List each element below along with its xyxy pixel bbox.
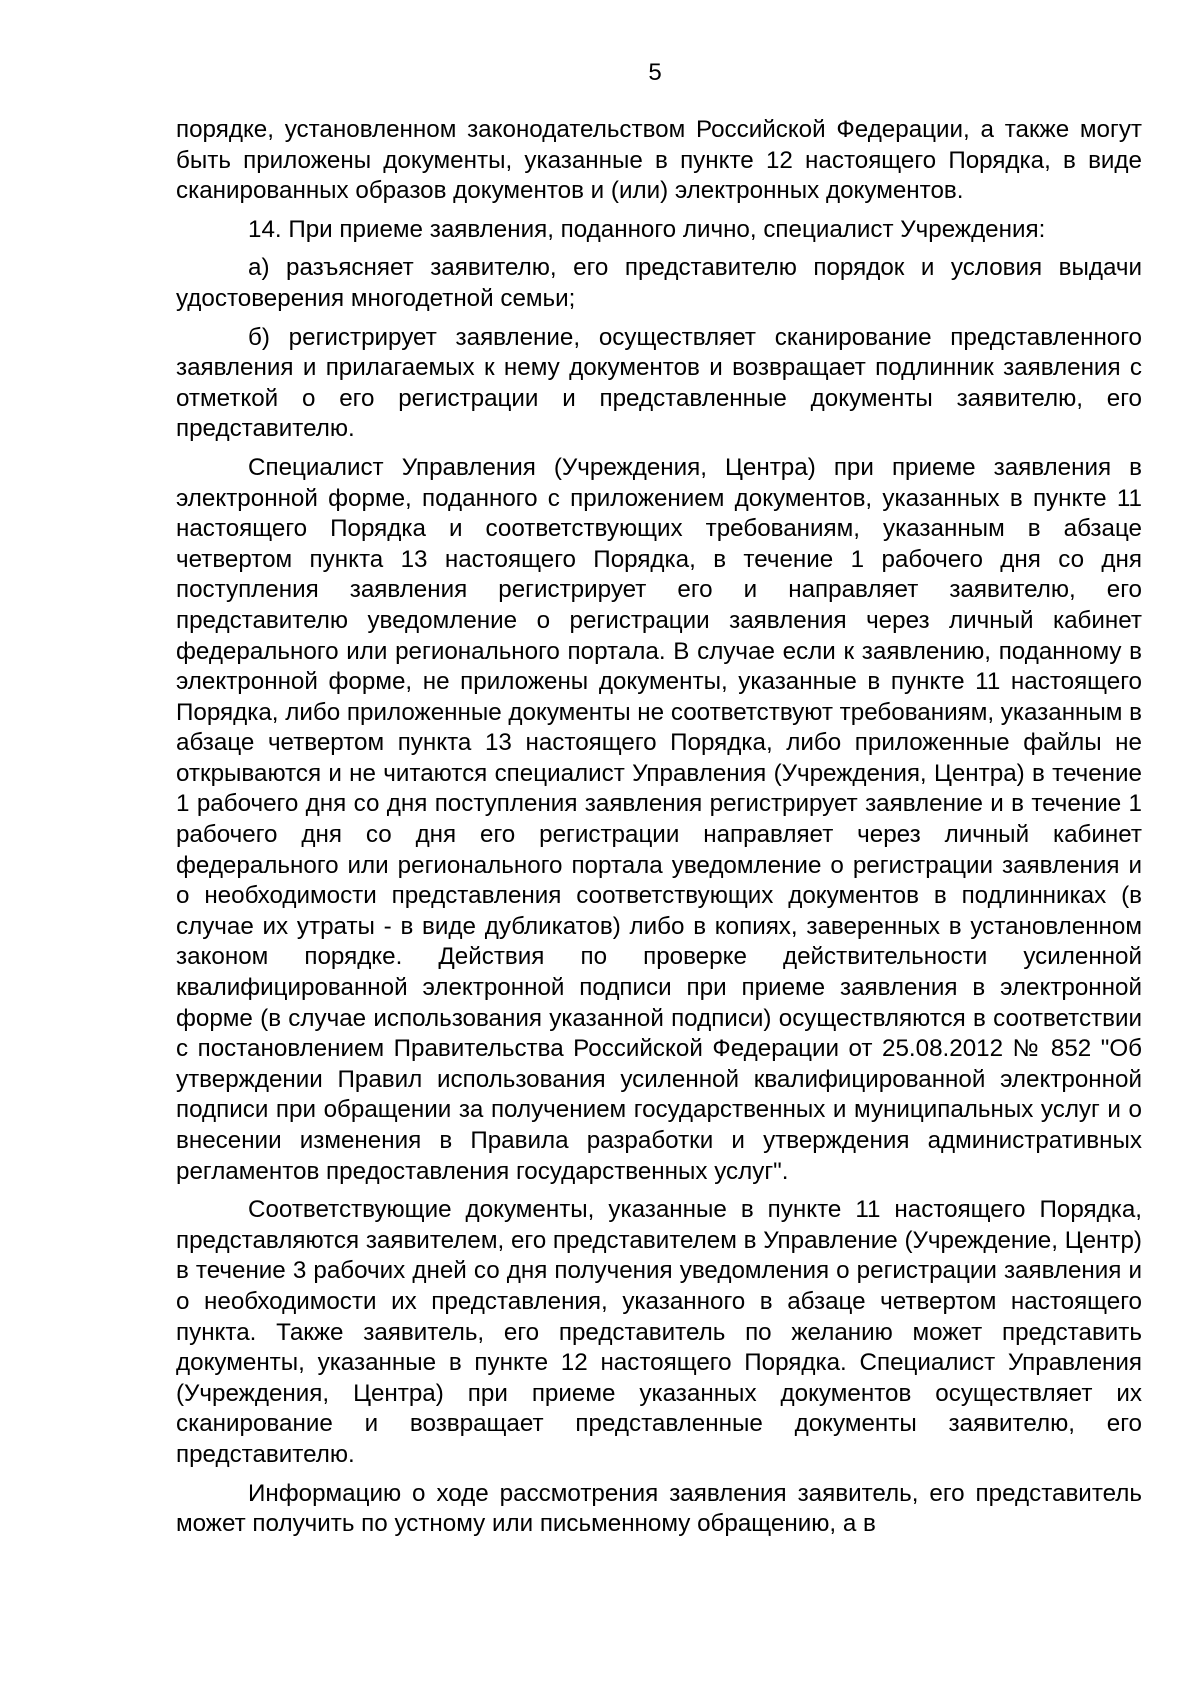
- paragraph-item-14: 14. При приеме заявления, поданного лично, специалист Учреждения:: [248, 215, 1046, 243]
- page-number: 5: [648, 59, 662, 86]
- paragraph-subitem-a: а) разъясняет заявителю, его представителю порядок и условия выдачи удостоверения многодетной семьи;: [176, 254, 1142, 312]
- paragraph-electronic-application: Специалист Управления (Учреждения, Центра) при приеме заявления в электронной форме, поданного с приложением документов, указанных в пункте 11 настоящего Порядка и соответствующих требованиям, указанным в абзаце четвертом пункта 13 настоящего Порядка, в течение 1 рабочего дня со дня поступления заявления регистрирует его и направляет заявителю, его представителю уведомление о регистрации заявления через личный кабинет федерального или регионального портала. В случае если к заявлению, поданному в электронной форме, не приложены документы, указанные в пункте 11 настоящего Порядка, либо приложенные документы не соответствуют требованиям, указанным в абзаце четвертом пункта 13 настоящего Порядка, либо приложенные файлы не открываются и не читаются специалист Управления (Учреждения, Центра) в течение 1 рабочего дня со дня поступления заявления регистрирует заявление и в течение 1 рабочего дня со дня его регистрации направляет через личный кабинет федерального или регионального портала уведомление о регистрации заявления и о необходимости представления соответствующих документов в подлинниках (в случае их утраты - в виде дубликатов) либо в копиях, заверенных в установленном законом порядке. Действия по проверке действительности усиленной квалифицированной электронной подписи при приеме заявления в электронной форме (в случае использования указанной подписи) осуществляются в соответствии с постановлением Правительства Российской Федерации от 25.08.2012 № 852 "Об утверждении Правил использования усиленной квалифицированной электронной подписи при обращении за получением государственных и муниципальных услуг и о внесении изменения в Правила разработки и утверждения административных регламентов предоставления государственных услуг".: [176, 453, 1142, 1185]
- paragraph-continuation: порядке, установленном законодательством Российской Федерации, а также могут быть приложены документы, указанные в пункте 12 настоящего Порядка, в виде сканированных образов документов и (или) электронных документов.: [176, 116, 1142, 205]
- paragraph-subitem-b: б) регистрирует заявление, осуществляет сканирование представленного заявления и прилагаемых к нему документов и возвращает подлинник заявления с отметкой о его регистрации и представленные документы заявителю, его представителю.: [176, 323, 1142, 443]
- document-body: [176, 115, 1142, 1540]
- paragraph-status-information: Информацию о ходе рассмотрения заявления заявитель, его представитель может получить по устному или письменному обращению, а в: [176, 1479, 1142, 1538]
- paragraph-documents-submission: Соответствующие документы, указанные в пункте 11 настоящего Порядка, представляются заявителем, его представителем в Управление (Учреждение, Центр) в течение 3 рабочих дней со дня получения уведомления о регистрации заявления и о необходимости их представления, указанного в абзаце четвертом настоящего пункта. Также заявитель, его представитель по желанию может представить документы, указанные в пункте 12 настоящего Порядка. Специалист Управления (Учреждения, Центра) при приеме указанных документов осуществляет их сканирование и возвращает представленные документы заявителю, его представителю.: [176, 1196, 1142, 1468]
